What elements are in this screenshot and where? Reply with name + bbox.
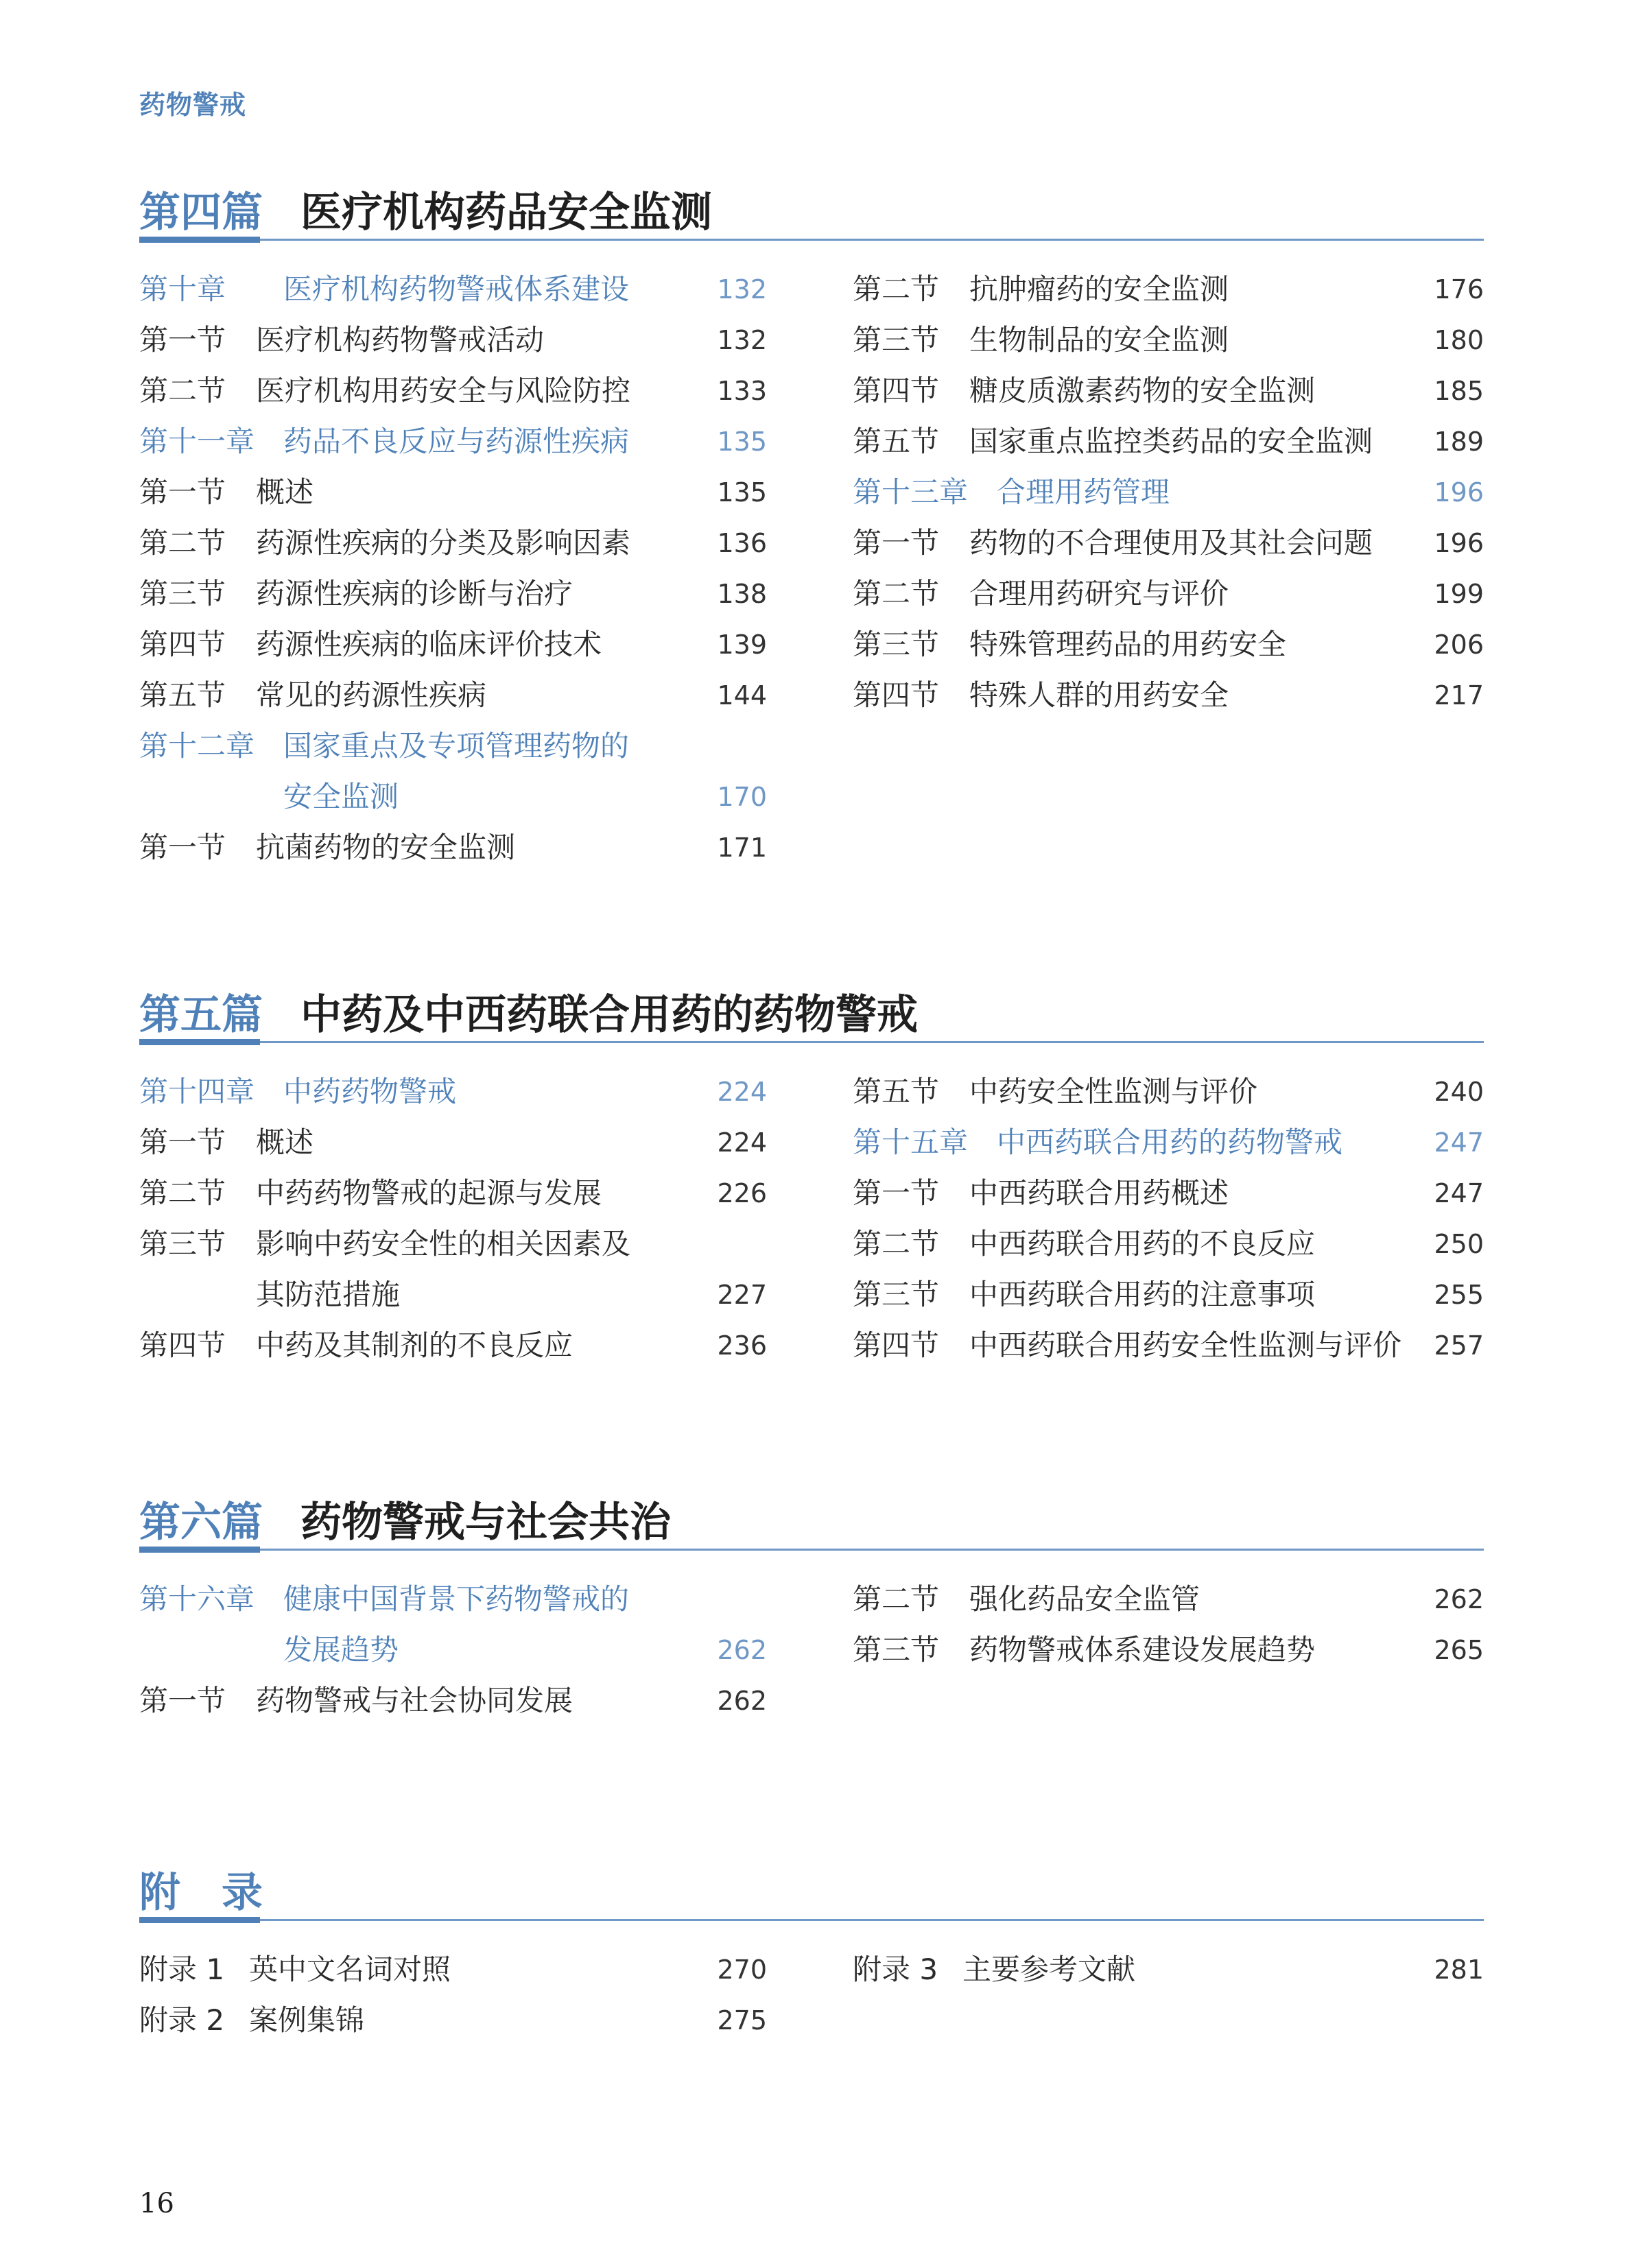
- toc-section-entry[interactable]: [853, 1269, 1484, 1320]
- entry-page: 275: [717, 2005, 767, 2036]
- toc-section-entry[interactable]: [139, 315, 767, 366]
- part-rule: [139, 1041, 1484, 1043]
- entry-page: 135: [717, 477, 767, 508]
- entry-title: 主要参考文献: [962, 1953, 1136, 1986]
- entry-page: 281: [1434, 1955, 1484, 1985]
- entry-title: 医疗机构用药安全与风险防控: [256, 374, 631, 407]
- entry-title: 抗菌药物的安全监测: [256, 831, 516, 864]
- entry-title: 药源性疾病的临床评价技术: [256, 628, 602, 661]
- entry-page: 135: [717, 427, 767, 457]
- entry-page: 199: [1434, 579, 1484, 609]
- entry-number: 第五节: [853, 425, 940, 458]
- page-number: 16: [139, 2188, 174, 2219]
- entry-page: 170: [717, 782, 767, 812]
- part-label: 第五篇: [139, 991, 263, 1039]
- entry-number: 第二节: [139, 526, 226, 560]
- entry-title: 其防范措施: [256, 1278, 401, 1311]
- entry-title: 药物的不合理使用及其社会问题: [969, 526, 1373, 560]
- toc-section-entry[interactable]: [139, 1320, 767, 1371]
- entry-number: 附录 3: [853, 1953, 938, 1986]
- toc-section-entry[interactable]: [139, 1219, 767, 1269]
- entry-title: 发展趋势: [283, 1633, 399, 1667]
- entry-number: 第三节: [853, 628, 940, 661]
- toc-chapter-entry[interactable]: [139, 1066, 767, 1117]
- entry-title: 强化药品安全监管: [969, 1582, 1200, 1616]
- entry-page: 265: [1434, 1635, 1484, 1665]
- part-5-section: [139, 974, 1484, 1362]
- entry-page: 224: [717, 1127, 767, 1158]
- entry-title: 概述: [256, 1125, 314, 1159]
- toc-column-right: [853, 1574, 1484, 1675]
- entry-number: 第二节: [853, 1227, 940, 1261]
- entry-title: 概述: [256, 475, 314, 509]
- part-label: 第四篇: [139, 189, 263, 237]
- entry-number: 第二节: [139, 374, 226, 407]
- toc-section-entry[interactable]: [139, 569, 767, 619]
- entry-page: 247: [1434, 1127, 1484, 1158]
- entry-title: 常见的药源性疾病: [256, 678, 487, 712]
- part-rule-accent: [139, 1547, 260, 1553]
- entry-number: 附录 1: [139, 1953, 225, 1986]
- entry-page: 185: [1434, 376, 1484, 406]
- toc-column-left: [139, 1944, 767, 2046]
- entry-number: 第四节: [139, 1328, 226, 1362]
- part-heading: [139, 171, 1484, 247]
- entry-page: 189: [1434, 427, 1484, 457]
- entry-title: 国家重点及专项管理药物的: [283, 729, 630, 763]
- toc-appendix-entry[interactable]: [853, 1944, 1484, 1995]
- toc-column-right: [853, 264, 1484, 721]
- entry-number: 第十四章: [139, 1075, 255, 1108]
- entry-page: 206: [1434, 630, 1484, 660]
- toc-chapter-entry[interactable]: [853, 467, 1484, 518]
- entry-page: 262: [717, 1686, 767, 1716]
- entry-page: 236: [717, 1330, 767, 1361]
- toc-column-left: [139, 264, 767, 873]
- entry-title: 健康中国背景下药物警戒的: [283, 1582, 630, 1616]
- entry-page: 176: [1434, 274, 1484, 305]
- entry-title: 中西药联合用药概述: [969, 1176, 1229, 1210]
- entry-title: 安全监测: [283, 780, 399, 813]
- entry-title: 特殊管理药品的用药安全: [969, 628, 1287, 661]
- entry-title: 药物警戒体系建设发展趋势: [969, 1633, 1316, 1667]
- toc-section-entry[interactable]: [853, 619, 1484, 670]
- entry-page: 255: [1434, 1280, 1484, 1310]
- entry-title: 药品不良反应与药源性疾病: [283, 425, 630, 458]
- toc-chapter-entry[interactable]: [139, 721, 767, 772]
- entry-number: 第十六章: [139, 1582, 255, 1616]
- toc-appendix-entry[interactable]: [139, 1995, 767, 2046]
- entry-title: 生物制品的安全监测: [969, 323, 1229, 357]
- entry-number: 第四节: [853, 374, 940, 407]
- part-rule-accent: [139, 1039, 260, 1045]
- entry-title: 影响中药安全性的相关因素及: [256, 1227, 631, 1261]
- toc-section-entry[interactable]: [853, 1320, 1484, 1371]
- toc-chapter-entry[interactable]: [139, 264, 767, 315]
- entry-number: 第三节: [853, 323, 940, 357]
- entry-title: 中西药联合用药的注意事项: [969, 1278, 1316, 1311]
- toc-section-entry[interactable]: [853, 670, 1484, 721]
- entry-title: 合理用药研究与评价: [969, 577, 1229, 610]
- entry-page: 262: [717, 1635, 767, 1665]
- part-rule: [139, 239, 1484, 241]
- entry-number: 第五节: [139, 678, 226, 712]
- part-rule-accent: [139, 237, 260, 243]
- entry-number: 第十五章: [853, 1125, 969, 1159]
- toc-section-entry[interactable]: [139, 1168, 767, 1219]
- toc-section-entry[interactable]: [139, 467, 767, 518]
- entry-page: 217: [1434, 680, 1484, 711]
- entry-page: 270: [717, 1955, 767, 1985]
- entry-title: 中西药联合用药的药物警戒: [997, 1125, 1343, 1159]
- entry-number: 第一节: [139, 1125, 226, 1159]
- entry-page: 224: [717, 1077, 767, 1107]
- entry-title: 药源性疾病的诊断与治疗: [256, 577, 573, 610]
- entry-page: 144: [717, 680, 767, 711]
- entry-number: 附录 2: [139, 2003, 225, 2037]
- entry-page: 132: [717, 274, 767, 305]
- toc-section-entry[interactable]: [139, 1675, 767, 1726]
- toc-appendix-entry[interactable]: [139, 1944, 767, 1995]
- part-heading: [139, 1481, 1484, 1557]
- entry-number: 第三节: [139, 577, 226, 610]
- toc-column-right: [853, 1944, 1484, 1995]
- part-label: 第六篇: [139, 1499, 263, 1547]
- entry-number: 第二节: [853, 577, 940, 610]
- toc-section-entry[interactable]: [139, 1117, 767, 1168]
- toc-chapter-entry[interactable]: [139, 772, 767, 822]
- entry-number: 第一节: [139, 831, 226, 864]
- entry-number: 第二节: [853, 272, 940, 306]
- entry-number: 第一节: [853, 526, 940, 560]
- entry-title: 药源性疾病的分类及影响因素: [256, 526, 631, 560]
- entry-number: 第四节: [853, 678, 940, 712]
- entry-page: 196: [1434, 528, 1484, 558]
- toc-chapter-entry[interactable]: [139, 1574, 767, 1625]
- part-title: 药物警戒与社会共治: [300, 1499, 671, 1547]
- toc-section-entry[interactable]: [139, 822, 767, 873]
- entry-title: 中西药联合用药的不良反应: [969, 1227, 1316, 1261]
- part-rule-accent: [139, 1917, 260, 1923]
- entry-title: 药物警戒与社会协同发展: [256, 1684, 573, 1717]
- part-heading: [139, 1852, 1484, 1927]
- entry-page: 240: [1434, 1077, 1484, 1107]
- toc-section-entry[interactable]: [853, 1168, 1484, 1219]
- entry-title: 抗肿瘤药的安全监测: [969, 272, 1229, 306]
- toc-section-entry[interactable]: [853, 1574, 1484, 1625]
- entry-page: 257: [1434, 1330, 1484, 1361]
- entry-number: 第一节: [139, 475, 226, 509]
- toc-section-entry[interactable]: [139, 619, 767, 670]
- toc-section-entry[interactable]: [853, 366, 1484, 416]
- entry-number: 第二节: [139, 1176, 226, 1210]
- toc-section-entry[interactable]: [853, 1219, 1484, 1269]
- entry-page: 247: [1434, 1178, 1484, 1208]
- toc-chapter-entry[interactable]: [853, 1117, 1484, 1168]
- entry-title: 中药药物警戒的起源与发展: [256, 1176, 602, 1210]
- entry-title: 中药安全性监测与评价: [969, 1075, 1258, 1108]
- toc-chapter-entry[interactable]: [139, 416, 767, 467]
- entry-page: 171: [717, 833, 767, 863]
- entry-page: 132: [717, 325, 767, 355]
- entry-number: 第一节: [139, 323, 226, 357]
- entry-number: 第十二章: [139, 729, 255, 763]
- entry-page: 196: [1434, 477, 1484, 508]
- appendix-section: [139, 1852, 1484, 2037]
- part-4-section: [139, 171, 1484, 864]
- entry-number: 第十三章: [853, 475, 969, 509]
- entry-title: 医疗机构药物警戒体系建设: [283, 272, 630, 306]
- entry-page: 139: [717, 630, 767, 660]
- part-6-section: [139, 1481, 1484, 1717]
- toc-section-entry[interactable]: [853, 518, 1484, 569]
- entry-number: 第三节: [853, 1278, 940, 1311]
- part-heading: [139, 974, 1484, 1049]
- entry-number: 第四节: [139, 628, 226, 661]
- toc-section-entry[interactable]: [139, 670, 767, 721]
- entry-number: 第四节: [853, 1328, 940, 1362]
- toc-section-entry[interactable]: [139, 518, 767, 569]
- entry-number: 第二节: [853, 1582, 940, 1616]
- entry-page: 180: [1434, 325, 1484, 355]
- part-label: 附 录: [139, 1869, 263, 1917]
- entry-page: 262: [1434, 1584, 1484, 1614]
- entry-title: 合理用药管理: [997, 475, 1170, 509]
- entry-page: 227: [717, 1280, 767, 1310]
- entry-number: 第三节: [139, 1227, 226, 1261]
- toc-section-entry[interactable]: [853, 569, 1484, 619]
- entry-title: 糖皮质激素药物的安全监测: [969, 374, 1316, 407]
- entry-number: 第一节: [853, 1176, 940, 1210]
- part-title: 医疗机构药品安全监测: [300, 189, 712, 237]
- entry-title: 国家重点监控类药品的安全监测: [969, 425, 1373, 458]
- entry-page: 226: [717, 1178, 767, 1208]
- toc-column-left: [139, 1066, 767, 1371]
- toc-section-entry[interactable]: [139, 1269, 767, 1320]
- entry-title: 案例集锦: [249, 2003, 365, 2037]
- toc-column-right: [853, 1066, 1484, 1371]
- toc-section-entry[interactable]: [139, 366, 767, 416]
- entry-number: 第三节: [853, 1633, 940, 1667]
- entry-title: 特殊人群的用药安全: [969, 678, 1229, 712]
- entry-title: 中药及其制剂的不良反应: [256, 1328, 573, 1362]
- entry-page: 136: [717, 528, 767, 558]
- part-rule: [139, 1549, 1484, 1551]
- part-rule: [139, 1919, 1484, 1921]
- toc-section-entry[interactable]: [853, 416, 1484, 467]
- entry-page: 250: [1434, 1229, 1484, 1259]
- part-title: 中药及中西药联合用药的药物警戒: [300, 991, 918, 1039]
- toc-column-left: [139, 1574, 767, 1726]
- entry-title: 英中文名词对照: [249, 1953, 451, 1986]
- toc-section-entry[interactable]: [853, 1625, 1484, 1675]
- entry-page: 138: [717, 579, 767, 609]
- entry-number: 第十章: [139, 272, 226, 306]
- entry-number: 第五节: [853, 1075, 940, 1108]
- entry-number: 第一节: [139, 1684, 226, 1717]
- toc-section-entry[interactable]: [853, 1066, 1484, 1117]
- entry-title: 中药药物警戒: [283, 1075, 457, 1108]
- entry-title: 医疗机构药物警戒活动: [256, 323, 545, 357]
- toc-section-entry[interactable]: [853, 264, 1484, 315]
- running-header: 药物警戒: [139, 90, 247, 120]
- entry-number: 第十一章: [139, 425, 255, 458]
- entry-title: 中西药联合用药安全性监测与评价: [969, 1328, 1402, 1362]
- toc-chapter-entry[interactable]: [139, 1625, 767, 1675]
- toc-section-entry[interactable]: [853, 315, 1484, 366]
- entry-page: 133: [717, 376, 767, 406]
